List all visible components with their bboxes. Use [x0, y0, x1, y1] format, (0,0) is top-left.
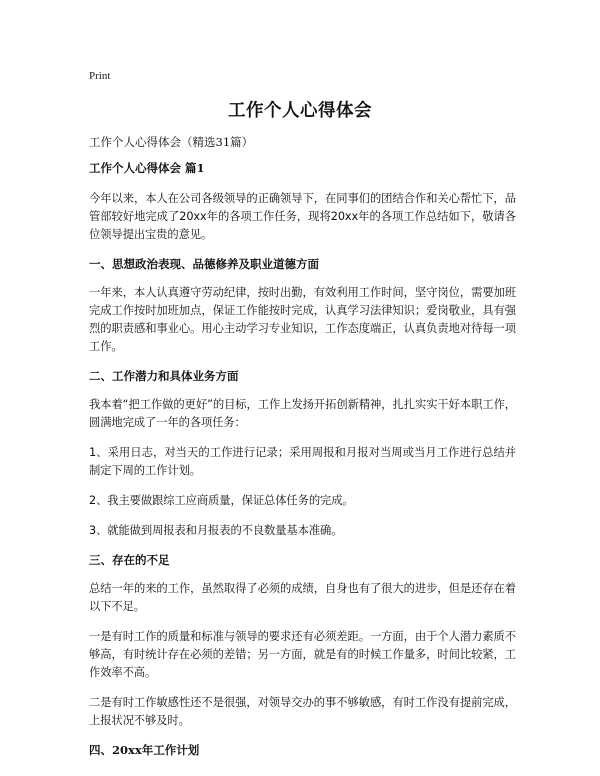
section-heading: 三、存在的不足 — [89, 553, 170, 567]
document-title: 工作个人心得体会 — [228, 101, 372, 121]
article-heading: 工作个人心得体会 篇1 — [89, 161, 205, 175]
section-paragraph: 二是有时工作敏感性还不是很强，对领导交办的事不够敏感，有时工作没有提前完成，上报状况不够及时。 — [89, 696, 516, 727]
intro-paragraph: 今年以来，本人在公司各级领导的正确领导下，在同事们的团结合作和关心帮忙下，品管部较好地完成了20xx年的各项工作任务，现将20xx年的各项工作总结如下，敬请各位领导提出宝贵的意见。 — [89, 192, 516, 241]
section-paragraph: 3、就能做到周报表和月报表的不良数量基本准确。 — [89, 524, 343, 537]
print-label[interactable]: Print — [89, 70, 111, 82]
section-heading: 一、思想政治表现、品德修养及职业道德方面 — [89, 257, 319, 271]
section-heading: 二、工作潜力和具体业务方面 — [89, 369, 239, 383]
article-body — [89, 160, 516, 770]
section-paragraph: 2、我主要做跟综工应商质量，保证总体任务的完成。 — [89, 494, 354, 507]
section-paragraph: 总结一年的来的工作，虽然取得了必须的成绩，自身也有了很大的进步，但是还存在着以下不足。 — [89, 582, 516, 613]
section-paragraph: 我本着“把工作做的更好”的目标，工作上发扬开拓创新精神，扎扎实实干好本职工作，圆满地完成了一年的各项任务： — [89, 398, 516, 429]
section-paragraph: 1、采用日志，对当天的工作进行记录；采用周报和月报对当周或当月工作进行总结并制定下周的工作计划。 — [89, 446, 516, 477]
document-subtitle: 工作个人心得体会（精选31篇） — [89, 135, 254, 149]
section-heading: 四、20xx年工作计划 — [89, 743, 200, 757]
section-paragraph: 一年来，本人认真遵守劳动纪律，按时出勤，有效利用工作时间，坚守岗位，需要加班完成工作按时加班加点，保证工作能按时完成，认真学习法律知识；爱岗敬业，具有强烈的职责感和事业心。用心主动学习专业知识，工作态度端正，认真负责地对待每一项工作。 — [89, 286, 516, 353]
section-paragraph: 一是有时工作的质量和标准与领导的要求还有必须差距。一方面，由于个人潜力素质不够高，有时统计存在必须的差错；另一方面，就是有的时候工作量多，时间比较紧，工作效率不高。 — [89, 630, 516, 679]
